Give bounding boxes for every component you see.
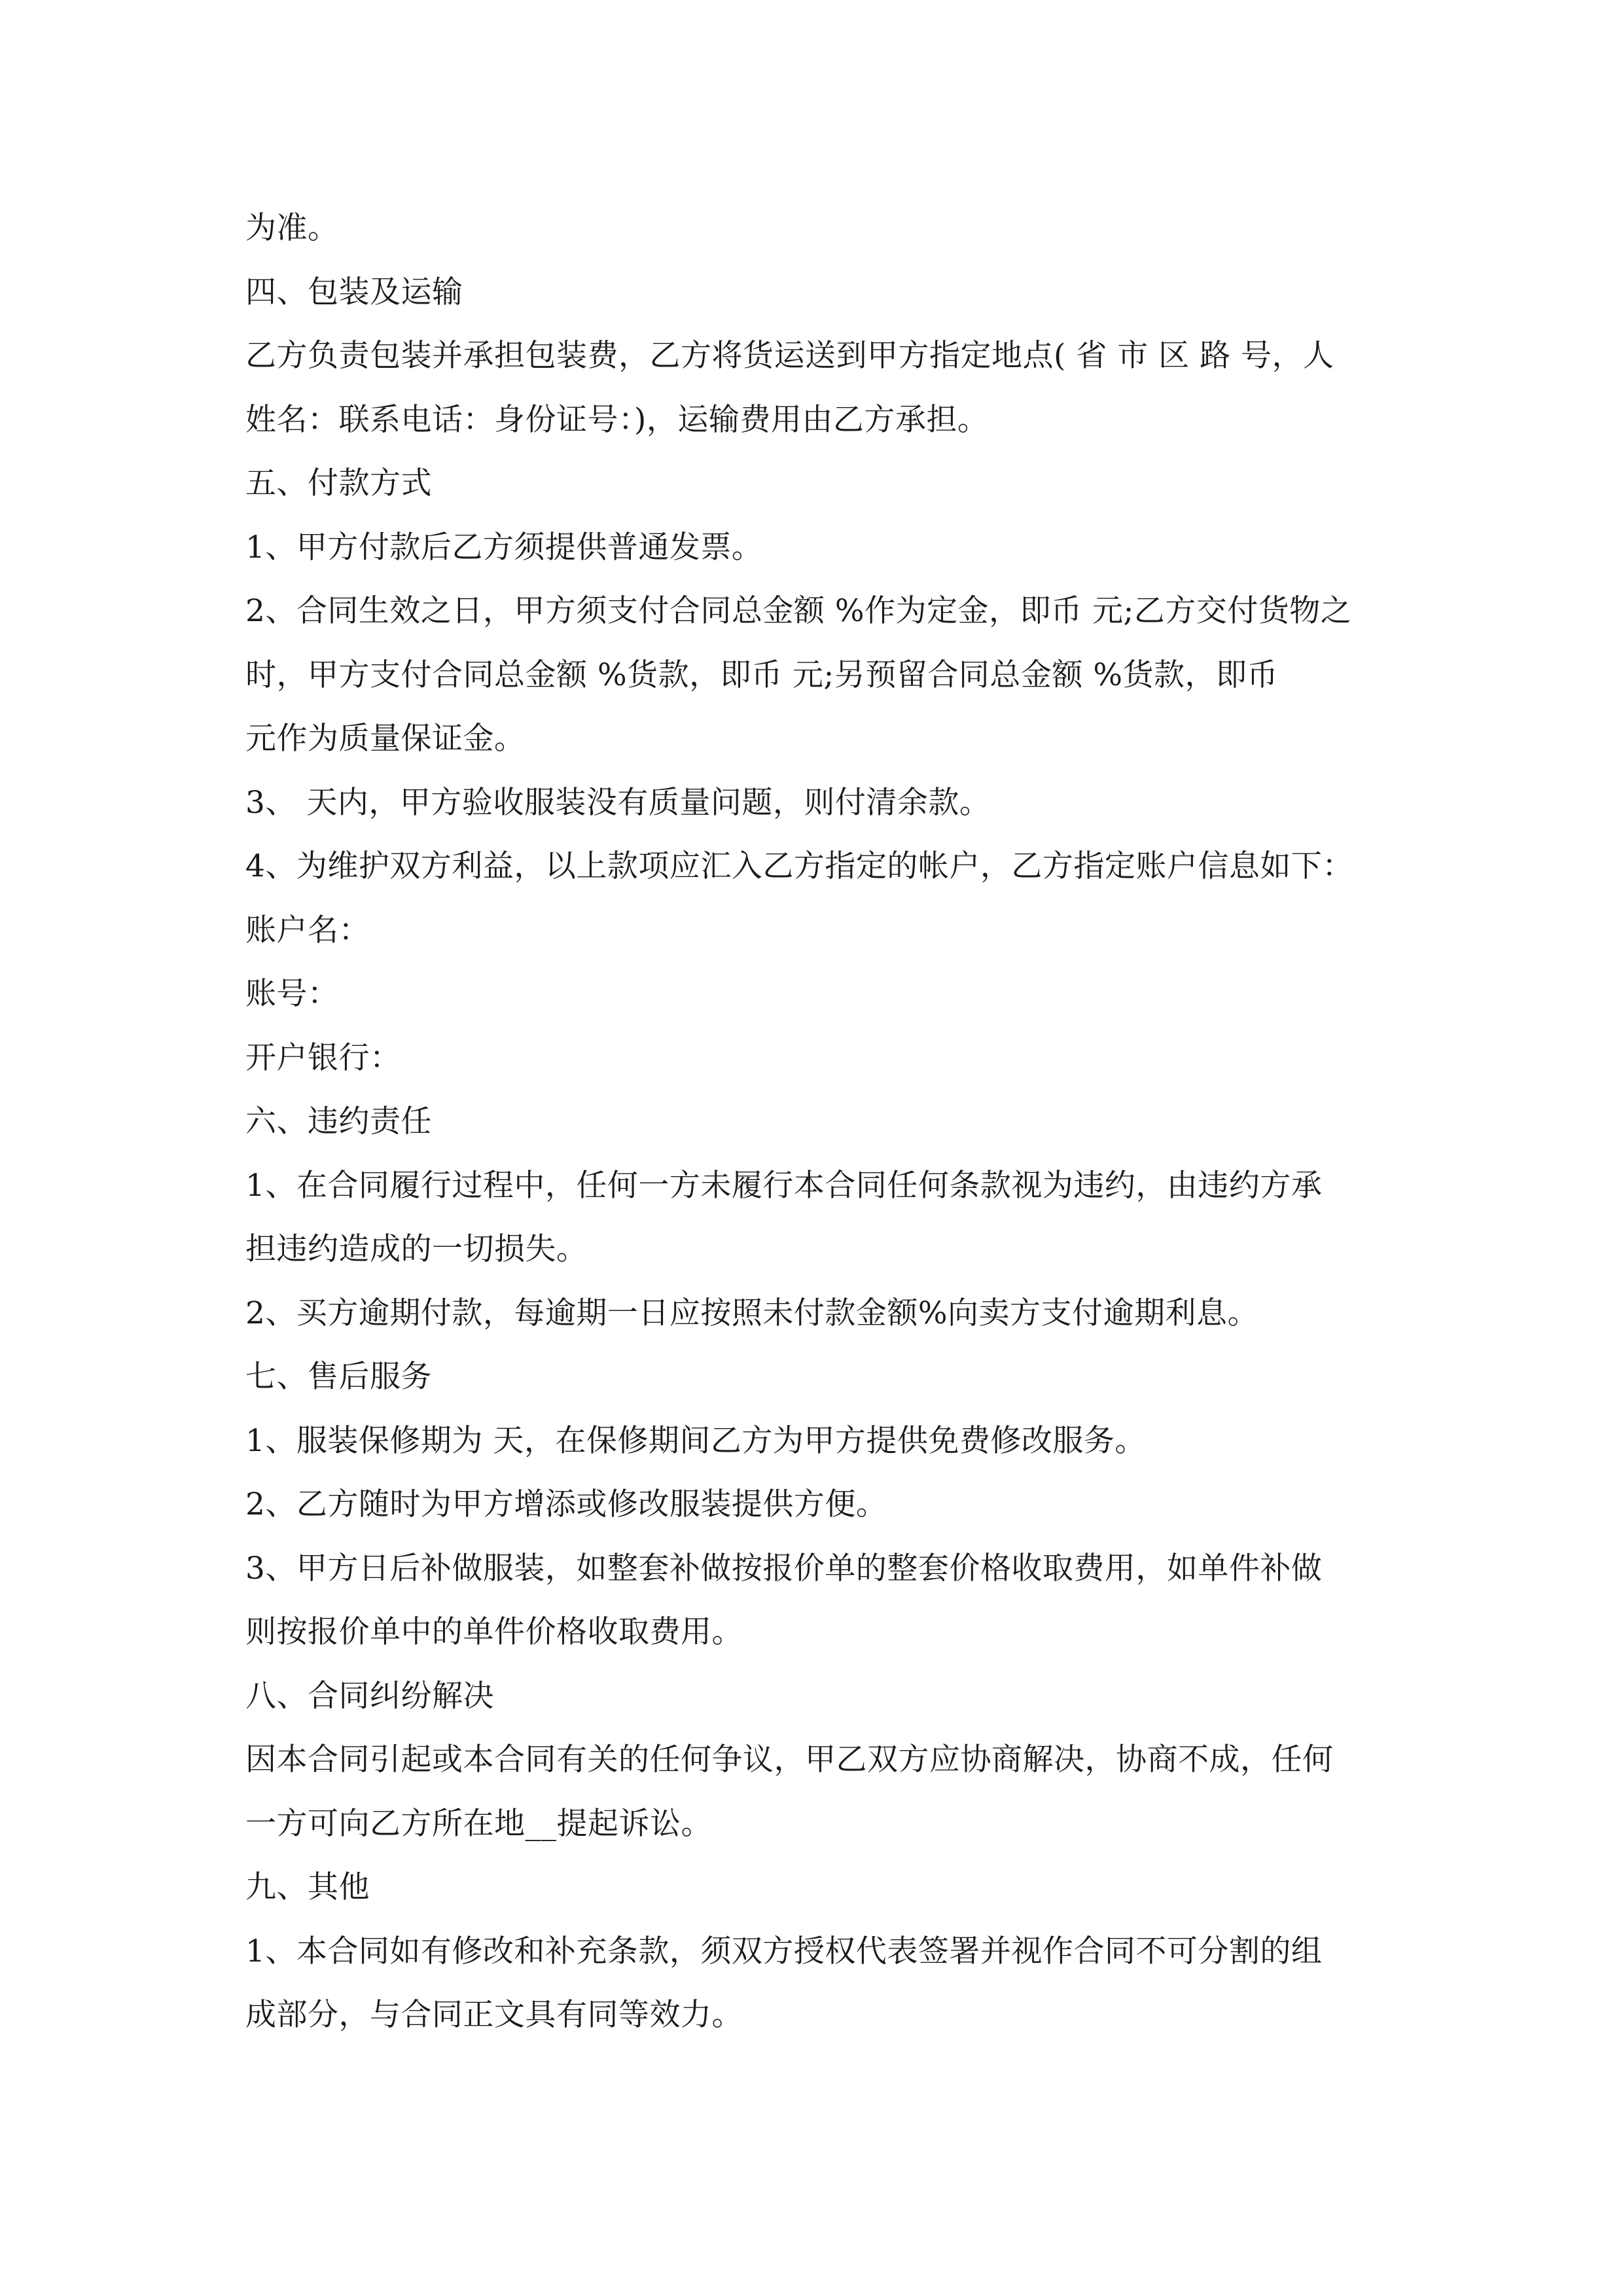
- text-line: 元作为质量保证金。: [245, 721, 526, 757]
- text-line: 姓名：联系电话：身份证号：)，运输费用由乙方承担。: [245, 401, 989, 438]
- text-line: 3、甲方日后补做服装，如整套补做按报价单的整套价格收取费用，如单件补做: [245, 1550, 1323, 1587]
- text-line: 一方可向乙方所在地__提起诉讼。: [245, 1805, 712, 1842]
- section-heading-after-sales: 七、售后服务: [245, 1359, 432, 1395]
- text-line: 2、合同生效之日，甲方须支付合同总金额 %作为定金，即币 元;乙方交付货物之: [245, 593, 1352, 629]
- text-line: 1、在合同履行过程中，任何一方未履行本合同任何条款视为违约，由违约方承: [245, 1167, 1323, 1204]
- bank-line: 开户银行：: [245, 1039, 401, 1076]
- text-line: 因本合同引起或本合同有关的任何争议，甲乙双方应协商解决，协商不成，任何: [245, 1742, 1334, 1778]
- section-heading-payment: 五、付款方式: [245, 465, 432, 501]
- text-line: 则按报价单中的单件价格收取费用。: [245, 1614, 743, 1650]
- text-line: 1、甲方付款后乙方须提供普通发票。: [245, 529, 763, 565]
- text-line: 乙方负责包装并承担包装费，乙方将货运送到甲方指定地点( 省 市 区 路 号，人: [245, 338, 1334, 374]
- contract-text: [245, 196, 1417, 2047]
- text-line: 1、服装保修期为 天，在保修期间乙方为甲方提供免费修改服务。: [245, 1422, 1146, 1459]
- account-number-line: 账号：: [245, 976, 339, 1012]
- text-line: 1、本合同如有修改和补充条款，须双方授权代表签署并视作合同不可分割的组: [245, 1933, 1323, 1969]
- section-heading-packaging: 四、包装及运输: [245, 274, 463, 310]
- text-line: 4、为维护双方利益，以上款项应汇入乙方指定的帐户，乙方指定账户信息如下：: [245, 848, 1353, 884]
- section-heading-liability: 六、违约责任: [245, 1103, 432, 1139]
- text-line: 3、 天内，甲方验收服装没有质量问题，则付清余款。: [245, 784, 991, 821]
- section-heading-other: 九、其他: [245, 1869, 370, 1905]
- text-line: 为准。: [245, 210, 339, 246]
- text-line: 担违约造成的一切损失。: [245, 1231, 588, 1267]
- text-line: 2、乙方随时为甲方增添或修改服装提供方便。: [245, 1486, 887, 1522]
- section-heading-disputes: 八、合同纠纷解决: [245, 1677, 494, 1714]
- account-name-line: 账户名：: [245, 912, 370, 948]
- text-line: 时，甲方支付合同总金额 %货款，即币 元;另预留合同总金额 %货款，即币: [245, 656, 1278, 693]
- text-line: 成部分，与合同正文具有同等效力。: [245, 1997, 743, 2033]
- text-line: 2、买方逾期付款，每逾期一日应按照未付款金额%向卖方支付逾期利息。: [245, 1295, 1259, 1331]
